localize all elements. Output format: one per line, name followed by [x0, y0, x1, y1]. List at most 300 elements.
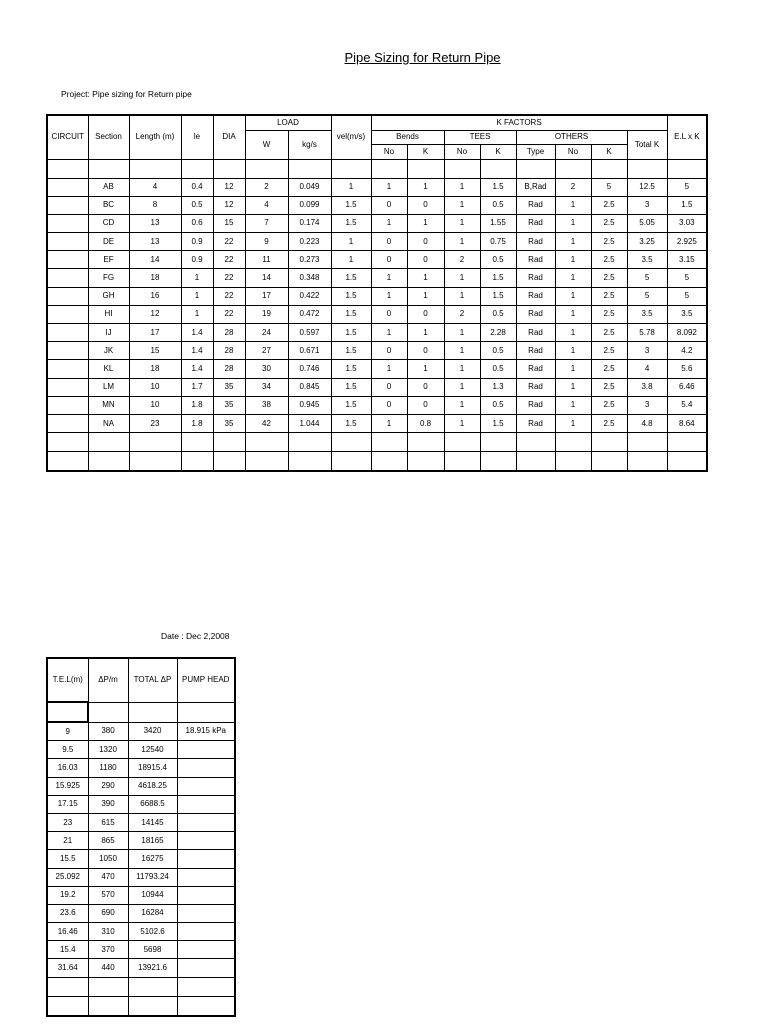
table-cell: 22 [213, 305, 245, 323]
table-cell [47, 214, 88, 232]
table-cell: 5 [591, 178, 627, 196]
table-cell: 0.6 [181, 214, 213, 232]
table-cell [177, 795, 235, 813]
table-cell: 22 [213, 251, 245, 269]
table-cell: 5102.6 [128, 923, 177, 941]
table-cell: 35 [213, 396, 245, 414]
table-cell [371, 452, 407, 472]
table-row [47, 777, 235, 795]
table-cell: 2.5 [591, 305, 627, 323]
table-cell: 0 [371, 196, 407, 214]
table-cell: 1.5 [480, 269, 516, 287]
table-cell: 3.8 [627, 378, 667, 396]
table-cell: 0.273 [288, 251, 331, 269]
table-cell: 30 [245, 360, 288, 378]
table-cell: 22 [213, 269, 245, 287]
table-cell: Rad [516, 396, 555, 414]
table-cell: Rad [516, 251, 555, 269]
table-row [47, 904, 235, 922]
table-cell [177, 702, 235, 722]
table-cell: 13 [129, 233, 181, 251]
header-kfactors: K FACTORS [371, 115, 667, 130]
table-cell: 4 [627, 360, 667, 378]
table-cell: 5.78 [627, 324, 667, 342]
table-cell [181, 433, 213, 452]
header-pump-head: PUMP HEAD [177, 658, 235, 702]
table-cell: 3 [627, 396, 667, 414]
table-cell: 0.348 [288, 269, 331, 287]
table-cell [128, 977, 177, 996]
header-load: LOAD [245, 115, 331, 130]
table-cell: 2.5 [591, 342, 627, 360]
table-cell: 1 [444, 324, 480, 342]
table-cell [88, 159, 129, 178]
table-cell [177, 886, 235, 904]
table-cell [47, 360, 88, 378]
table-cell: 3.15 [667, 251, 707, 269]
table-cell: 1 [444, 342, 480, 360]
table-cell [177, 759, 235, 777]
table-cell: 0.4 [181, 178, 213, 196]
table-cell: 1 [555, 269, 591, 287]
table-cell [591, 433, 627, 452]
table-cell: 1.5 [331, 414, 371, 432]
table-cell: 1.5 [331, 196, 371, 214]
table-cell: 18915.4 [128, 759, 177, 777]
table-cell: 6688.5 [128, 795, 177, 813]
header-w: W [245, 130, 288, 159]
table-cell: 0 [407, 396, 444, 414]
table-cell [288, 433, 331, 452]
table-cell: 3.25 [627, 233, 667, 251]
table-cell: 390 [88, 795, 128, 813]
table-cell: 14 [245, 269, 288, 287]
table-cell: 1 [371, 360, 407, 378]
table-cell: 35 [213, 414, 245, 432]
table-cell [47, 396, 88, 414]
table-cell: 1.4 [181, 360, 213, 378]
table-cell: 16.03 [47, 759, 88, 777]
table-cell: 310 [88, 923, 128, 941]
table-cell: 1 [444, 269, 480, 287]
table-cell [288, 452, 331, 472]
table-cell: 0 [407, 251, 444, 269]
table-cell: 1 [407, 178, 444, 196]
table-cell [177, 923, 235, 941]
table-cell [288, 159, 331, 178]
empty-row [47, 977, 235, 996]
table-cell: 3.5 [667, 305, 707, 323]
table-cell: 1.5 [480, 414, 516, 432]
table-cell: 7 [245, 214, 288, 232]
table-cell [47, 414, 88, 432]
table-cell: 0.9 [181, 233, 213, 251]
table-row [47, 832, 235, 850]
table-cell: 13921.6 [128, 959, 177, 977]
table-cell [47, 702, 88, 722]
table-cell: 3420 [128, 722, 177, 741]
table-cell: GH [88, 287, 129, 305]
table-cell: 0 [407, 196, 444, 214]
table-cell: 1.5 [331, 305, 371, 323]
table-row [47, 305, 707, 323]
header-others: OTHERS [516, 130, 627, 145]
table-cell: 1 [407, 269, 444, 287]
table-cell [47, 269, 88, 287]
table-cell: JK [88, 342, 129, 360]
table-cell: 1 [371, 324, 407, 342]
table-cell: 1 [181, 269, 213, 287]
table-cell: 615 [88, 813, 128, 831]
table-row [47, 360, 707, 378]
table-cell [177, 868, 235, 886]
table-cell: 1 [331, 233, 371, 251]
table-cell: 15.4 [47, 941, 88, 959]
table-row [47, 759, 235, 777]
header-bends-no: No [371, 145, 407, 160]
table-cell: 1 [331, 251, 371, 269]
table-cell: 0.049 [288, 178, 331, 196]
table-cell: 9 [47, 722, 88, 741]
table-cell: 865 [88, 832, 128, 850]
header-tees-k: K [480, 145, 516, 160]
table-cell: 1 [444, 360, 480, 378]
table-cell: 2.5 [591, 324, 627, 342]
table-cell: 1 [555, 324, 591, 342]
table-cell: 690 [88, 904, 128, 922]
table-cell [88, 452, 129, 472]
table-cell: 2.5 [591, 214, 627, 232]
table-cell: 1 [555, 378, 591, 396]
table-cell: 14145 [128, 813, 177, 831]
table-cell [480, 433, 516, 452]
table-cell: 1180 [88, 759, 128, 777]
table-cell: Rad [516, 214, 555, 232]
table-row [47, 287, 707, 305]
table-row [47, 196, 707, 214]
table-cell: 1 [371, 214, 407, 232]
table-cell: Rad [516, 233, 555, 251]
table-cell: 13 [129, 214, 181, 232]
table-cell: 0 [407, 378, 444, 396]
table-cell [47, 342, 88, 360]
table-cell: 1 [444, 233, 480, 251]
table-cell: 1.5 [331, 342, 371, 360]
table-cell: 1.5 [331, 378, 371, 396]
table-cell [667, 452, 707, 472]
table-cell [177, 977, 235, 996]
table-cell: 3.5 [627, 251, 667, 269]
table-cell: 1.5 [331, 269, 371, 287]
table-cell [627, 433, 667, 452]
table-cell: Rad [516, 414, 555, 432]
table-cell: IJ [88, 324, 129, 342]
table-cell: 1 [407, 360, 444, 378]
table-cell [47, 977, 88, 996]
table-cell: MN [88, 396, 129, 414]
table-cell: 22 [213, 233, 245, 251]
table-cell: Rad [516, 305, 555, 323]
table-cell: 2.5 [591, 233, 627, 251]
table-cell: 9 [245, 233, 288, 251]
header-length: Length (m) [129, 115, 181, 159]
header-total-dp: TOTAL ΔP [128, 658, 177, 702]
table-cell: Rad [516, 378, 555, 396]
table-cell: 18.915 kPa [177, 722, 235, 741]
table-cell: 0 [371, 396, 407, 414]
table-row [47, 378, 707, 396]
table-cell: 1.5 [331, 360, 371, 378]
table-cell: AB [88, 178, 129, 196]
table-cell [331, 433, 371, 452]
header-others-type: Type [516, 145, 555, 160]
table-cell: 1.5 [331, 214, 371, 232]
header-section: Section [88, 115, 129, 159]
table-cell: 2.5 [591, 396, 627, 414]
table-cell: 0 [371, 342, 407, 360]
table-cell: 1.7 [181, 378, 213, 396]
table-cell: 18 [129, 360, 181, 378]
table-cell: 0.472 [288, 305, 331, 323]
table-cell: 1 [371, 287, 407, 305]
header-others-k: K [591, 145, 627, 160]
table-cell: 2 [555, 178, 591, 196]
table-cell [627, 159, 667, 178]
table-cell: 12540 [128, 741, 177, 759]
table-cell: 24 [245, 324, 288, 342]
table-cell: EF [88, 251, 129, 269]
table-cell [47, 305, 88, 323]
table-row [47, 233, 707, 251]
table-cell [181, 159, 213, 178]
table-cell: 0.223 [288, 233, 331, 251]
table-cell [47, 196, 88, 214]
table-cell: 17 [129, 324, 181, 342]
table-cell: 16 [129, 287, 181, 305]
table-cell [128, 996, 177, 1016]
table-cell: 0.5 [480, 396, 516, 414]
table-cell: B,Rad [516, 178, 555, 196]
table-cell [47, 324, 88, 342]
table-cell: 19.2 [47, 886, 88, 904]
header-dp-per-m: ΔP/m [88, 658, 128, 702]
table-cell: Rad [516, 287, 555, 305]
table-cell: KL [88, 360, 129, 378]
table-cell [371, 433, 407, 452]
header-bends: Bends [371, 130, 444, 145]
table-cell: 11793.24 [128, 868, 177, 886]
table-cell: 5 [667, 287, 707, 305]
table-cell: 440 [88, 959, 128, 977]
header-totalk: Total K [627, 130, 667, 159]
table-cell [667, 159, 707, 178]
table-cell [407, 159, 444, 178]
table-cell: 2.5 [591, 196, 627, 214]
table-cell: 8 [129, 196, 181, 214]
table-cell [245, 452, 288, 472]
table-cell: Rad [516, 342, 555, 360]
table-cell: FG [88, 269, 129, 287]
table-cell: 1 [555, 196, 591, 214]
table-cell: 16.46 [47, 923, 88, 941]
table-cell: 0.945 [288, 396, 331, 414]
table-cell: 4 [245, 196, 288, 214]
table-cell [444, 159, 480, 178]
table-cell: 28 [213, 342, 245, 360]
table-cell [47, 378, 88, 396]
table-cell: 2 [245, 178, 288, 196]
table-cell: 1 [444, 414, 480, 432]
table-cell [177, 813, 235, 831]
table-cell: 1.8 [181, 414, 213, 432]
table-cell [47, 233, 88, 251]
table-cell: 290 [88, 777, 128, 795]
table-row [47, 850, 235, 868]
header-tees-no: No [444, 145, 480, 160]
table-row [47, 741, 235, 759]
table-cell [667, 433, 707, 452]
table-cell: 0 [371, 378, 407, 396]
table-cell [591, 159, 627, 178]
table-cell: 5 [627, 287, 667, 305]
table-cell: CD [88, 214, 129, 232]
table-cell: 1 [444, 214, 480, 232]
table-row [47, 886, 235, 904]
table-cell: 0 [371, 251, 407, 269]
table-cell [407, 452, 444, 472]
table-cell [177, 777, 235, 795]
table-cell: 23.6 [47, 904, 88, 922]
table-cell [480, 159, 516, 178]
table-cell: 21 [47, 832, 88, 850]
empty-row [47, 452, 707, 472]
table-cell: 27 [245, 342, 288, 360]
table-cell: DE [88, 233, 129, 251]
table-cell [88, 433, 129, 452]
empty-row [47, 433, 707, 452]
table-cell [516, 159, 555, 178]
table-cell: Rad [516, 196, 555, 214]
table-cell [88, 702, 128, 722]
table-cell [331, 452, 371, 472]
table-cell [444, 452, 480, 472]
table-cell [129, 452, 181, 472]
table-row [47, 722, 235, 741]
table-cell [129, 433, 181, 452]
table-cell: 1 [444, 396, 480, 414]
spacer-row [47, 159, 707, 178]
table-cell: 1320 [88, 741, 128, 759]
table-cell: 570 [88, 886, 128, 904]
table-cell: 2.5 [591, 360, 627, 378]
table-cell: 0.5 [480, 305, 516, 323]
table-cell: 42 [245, 414, 288, 432]
table-cell: 0.174 [288, 214, 331, 232]
table-cell: 0.5 [181, 196, 213, 214]
table-cell: 0 [407, 342, 444, 360]
table-cell: 470 [88, 868, 128, 886]
table-cell: 8.092 [667, 324, 707, 342]
header-dia: DIA [213, 115, 245, 159]
table-cell: 1050 [88, 850, 128, 868]
table-cell: 10 [129, 396, 181, 414]
table-row [47, 868, 235, 886]
table-cell: 1.044 [288, 414, 331, 432]
page-title: Pipe Sizing for Return Pipe [344, 50, 501, 65]
table-cell: 23 [47, 813, 88, 831]
table-cell: 1 [181, 305, 213, 323]
table-cell [47, 178, 88, 196]
table-cell: Rad [516, 269, 555, 287]
table-cell [444, 433, 480, 452]
table-cell: 18165 [128, 832, 177, 850]
table-cell: 5 [627, 269, 667, 287]
table-cell [177, 904, 235, 922]
table-cell: 1.8 [181, 396, 213, 414]
table-cell [591, 452, 627, 472]
table-cell: 34 [245, 378, 288, 396]
table-cell: 0.671 [288, 342, 331, 360]
table-row [47, 178, 707, 196]
table-cell [213, 452, 245, 472]
header-vel: vel(m/s) [331, 115, 371, 159]
table-cell: 5 [667, 269, 707, 287]
table-cell: 12 [213, 196, 245, 214]
table-cell: Rad [516, 360, 555, 378]
table-cell: 4 [129, 178, 181, 196]
table-cell: HI [88, 305, 129, 323]
table-cell: 25.092 [47, 868, 88, 886]
table-cell: 23 [129, 414, 181, 432]
table-cell: 5.4 [667, 396, 707, 414]
table-cell [47, 996, 88, 1016]
table-cell: NA [88, 414, 129, 432]
table-cell: 0 [371, 305, 407, 323]
spacer-row [47, 702, 235, 722]
table-cell: 16275 [128, 850, 177, 868]
table-cell: 1.4 [181, 342, 213, 360]
table-cell: 0.9 [181, 251, 213, 269]
header-tees: TEES [444, 130, 516, 145]
table-cell: 1.5 [667, 196, 707, 214]
table-cell [245, 159, 288, 178]
table-cell: 15.925 [47, 777, 88, 795]
table-cell: 2.5 [591, 269, 627, 287]
table-cell: 1.5 [331, 396, 371, 414]
header-tel: T.E.L(m) [47, 658, 88, 702]
table-cell [177, 850, 235, 868]
table-cell: 38 [245, 396, 288, 414]
table-cell: 0 [371, 233, 407, 251]
table-cell [331, 159, 371, 178]
table-cell [88, 996, 128, 1016]
table-cell: 0.5 [480, 360, 516, 378]
table-cell: 2.5 [591, 378, 627, 396]
table-row [47, 251, 707, 269]
table-cell: 1 [181, 287, 213, 305]
table-cell [480, 452, 516, 472]
table-cell: 17.15 [47, 795, 88, 813]
table-cell: 12 [129, 305, 181, 323]
header-others-no: No [555, 145, 591, 160]
table-cell: 1.5 [480, 178, 516, 196]
table-row [47, 414, 707, 432]
header-kgs: kg/s [288, 130, 331, 159]
table-cell [516, 433, 555, 452]
empty-row [47, 996, 235, 1016]
header-le: le [181, 115, 213, 159]
table-cell: 1 [371, 269, 407, 287]
